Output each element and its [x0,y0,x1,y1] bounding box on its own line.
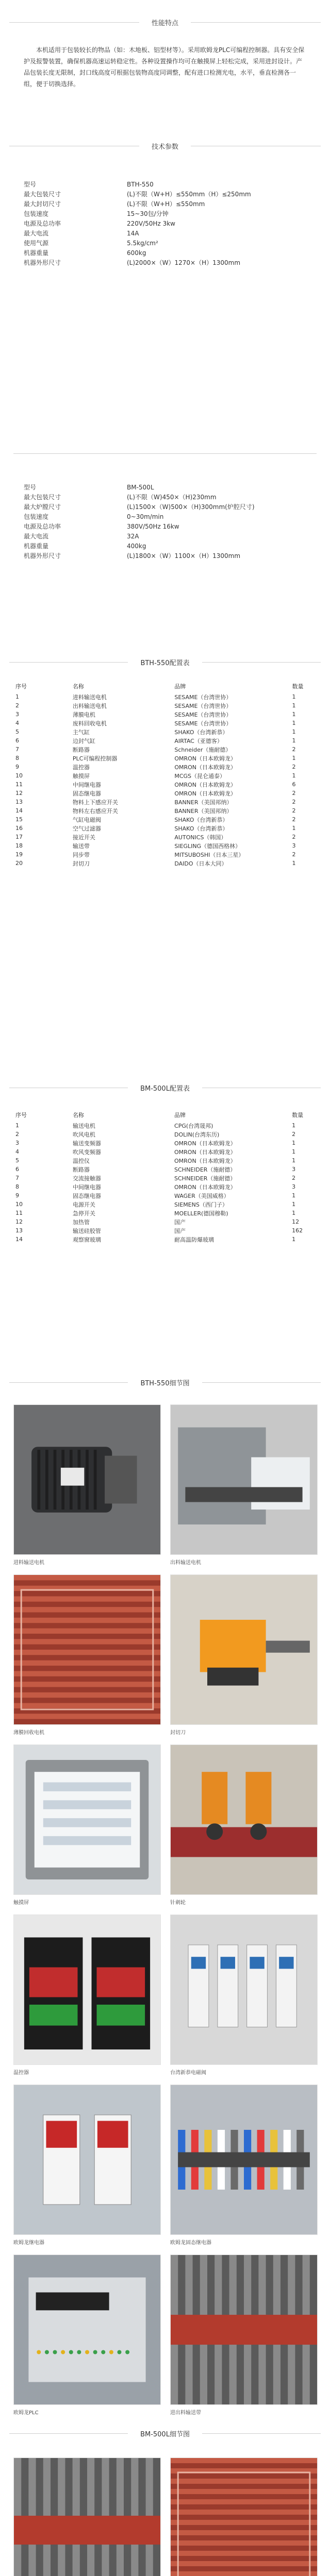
column-header: 名称 [72,1112,84,1118]
table-cell: 9 [15,764,19,770]
spec-row [24,179,312,189]
table-cell: SHAKO（台湾新恭） [174,816,228,823]
photo-illustration [171,1745,317,1894]
detail-photo [170,2084,318,2235]
table-cell: 1 [292,1148,296,1155]
table-row [13,762,317,771]
table-cell: 6 [15,1166,19,1173]
table-cell: 交流接触器 [72,1175,101,1182]
table-cell: 5 [15,1157,19,1164]
table-cell: 14 [15,1236,23,1243]
table-cell: SHAKO（台湾新恭） [174,728,228,736]
bth-config-title: BTH-550配置表 [140,659,190,667]
column-header: 品牌 [174,683,186,690]
table-cell: 6 [15,737,19,744]
spec-key: 机器外形尺寸 [24,552,61,560]
table-cell: 边封气缸 [72,737,95,744]
spec-value: (L)不限（W+H）≤550mm（H）≤250mm [127,191,251,198]
table-cell: 7 [15,746,19,753]
photo-illustration [14,2085,160,2234]
table-cell: 7 [15,1175,19,1181]
table-cell: 3 [15,1140,19,1146]
table-row [13,850,317,859]
table-cell: WAGER（美国威格） [174,1192,229,1199]
table-cell: 18 [15,842,23,849]
photo-caption: 台湾新恭电磁阀 [170,2070,206,2076]
photo-illustration [171,2458,317,2576]
photo-illustration [14,1745,160,1894]
detail-photo [13,2458,161,2576]
table-cell: 断路器 [72,746,90,753]
table-cell: 物料上下感应开关 [72,799,118,806]
table-cell: 封切刀 [72,860,90,867]
table-cell: 8 [15,1183,19,1190]
table-row [13,1182,317,1191]
detail-photo [170,2255,318,2405]
features-title: 性能特点 [152,19,179,27]
table-cell: 3 [292,1166,296,1173]
table-cell: 电源开关 [72,1201,95,1208]
column-header: 名称 [72,683,84,690]
table-cell: 11 [15,781,23,788]
table-cell: OMRON（日本欧姆龙） [174,764,237,771]
table-cell: 触摸屏 [72,772,90,779]
photo-caption: 薄膜回收电机 [13,1730,44,1736]
table-cell: 8 [15,755,19,761]
spec-value: 32A [127,532,139,540]
photo-caption: 封切刀 [170,1730,186,1736]
table-cell: 2 [292,834,296,840]
table-cell: 10 [15,772,23,779]
table-row [13,859,317,868]
bm-config-title: BM-500L配置表 [140,1084,190,1093]
table-row [13,815,317,824]
spec-key: 机器外形尺寸 [24,259,61,266]
features-title-bar [0,10,330,34]
table-cell: Schneider（施耐德） [174,746,232,753]
table-cell: OMRON（日本欧姆龙） [174,781,237,788]
photo-illustration [171,1575,317,1724]
table-cell: SCHNEIDER（施耐德） [174,1175,236,1182]
divider [202,2433,321,2434]
spec-key: 最大电流 [24,230,49,237]
table-cell: 11 [15,1210,23,1216]
detail-photo [170,1404,318,1555]
table-cell: 物料左右感应开关 [72,807,118,815]
spec-key: 包装速度 [24,513,49,520]
spec-value: 600kg [127,249,146,257]
detail-photo [170,1744,318,1895]
table-cell: 1 [292,1140,296,1146]
table-cell: 薄膜电机 [72,711,95,718]
table-cell: SCHNEIDER（施耐德） [174,1166,236,1173]
table-cell: 13 [15,1227,23,1234]
table-cell: 1 [292,693,296,700]
table-cell: SESAME（台湾世协） [174,720,232,727]
photo-caption: 进出料输送带 [170,2410,201,2416]
spec-row [24,209,312,218]
spec-row [24,258,312,267]
spec-key: 机器重量 [24,249,49,257]
table-cell: 出料输送电机 [72,702,107,709]
table-cell: 2 [15,702,19,709]
table-row [13,701,317,710]
bm-detail-title: BM-500L细节图 [140,2430,190,2438]
table-cell: AIRTAC（亚德客） [174,737,223,744]
table-cell: 3 [15,711,19,718]
spec-value: 380V/50Hz 16kw [127,522,179,530]
spec-row [24,551,312,561]
spec-value: (L)2000×（W）1270×（H）1300mm [127,259,241,266]
table-cell: 14 [15,807,23,814]
table-cell: PLC可编程控制器 [72,755,118,762]
table-row [13,692,317,701]
spec-value: 400kg [127,542,146,550]
table-row [13,789,317,798]
table-cell: 3 [292,1183,296,1190]
table-row [13,1200,317,1209]
table-cell: 1 [292,1122,296,1129]
column-header: 序号 [15,1112,27,1118]
table-row [13,1174,317,1182]
spec-row [24,482,312,492]
table-cell: 温控仪 [72,1157,90,1164]
table-cell: OMRON（日本欧姆龙） [174,790,237,797]
table-row [13,1121,317,1130]
table-row [13,1209,317,1217]
spec-value: 14A [127,229,139,237]
table-cell: 1 [292,702,296,709]
spec-value: 15~30包/分钟 [127,210,169,217]
table-row [13,1156,317,1165]
table-cell: SESAME（台湾世协） [174,693,232,701]
table-row [13,780,317,789]
table-cell: SIEMENS（西门子） [174,1201,228,1208]
table-cell: 3 [292,842,296,849]
table-row [13,719,317,727]
detail-photo [13,2255,161,2405]
table-cell: 急停开关 [72,1210,95,1217]
divider [9,2433,128,2434]
table-cell: BANNER（美国邦纳） [174,807,233,815]
bth-detail-title: BTH-550细节图 [140,1379,190,1387]
spec-key: 最大炉膛尺寸 [24,503,61,511]
table-cell: 输送电机 [72,1122,95,1129]
table-cell: 中间继电器 [72,1183,101,1191]
spec-key: 最大包装尺寸 [24,494,61,501]
spec-key: 使用气源 [24,240,49,247]
photo-caption: 欧姆龙继电器 [13,2240,44,2246]
spec-row [24,502,312,512]
table-cell: 固态继电器 [72,790,101,797]
table-cell: 6 [292,781,296,788]
column-header: 序号 [15,683,27,690]
table-row [13,841,317,850]
table-row [13,1191,317,1200]
tech-title: 技术参数 [152,143,179,151]
photo-illustration [14,1915,160,2064]
photo-illustration [14,2255,160,2404]
bth-spec-list [24,179,312,267]
spec-key: 型号 [24,181,37,188]
table-cell: 接近开关 [72,834,95,841]
table-cell: 1 [292,1192,296,1199]
table-cell: 1 [292,755,296,761]
photo-illustration [171,1405,317,1554]
table-cell: MCGS（昆仑通泰） [174,772,226,779]
table-cell: OMRON（日本欧姆龙） [174,755,237,762]
spec-value: 5.5kg/cm² [127,239,158,247]
table-header-row [13,680,317,692]
table-row [13,1165,317,1174]
table-cell: 吹风电机 [72,1131,95,1138]
table-cell: 加热管 [72,1218,90,1226]
table-cell: 废料回收电机 [72,720,107,727]
spec-row [24,238,312,248]
table-cell: 4 [15,1148,19,1155]
table-header-row [13,1109,317,1121]
spec-row [24,492,312,502]
table-cell: OMRON（日本欧姆龙） [174,1157,236,1164]
table-row [13,1139,317,1147]
table-row [13,754,317,762]
bm-config-table [13,1109,317,1244]
bth-config-title-bar [0,650,330,674]
spec-key: 包装速度 [24,210,49,217]
table-cell: 输送带 [72,842,90,850]
table-cell: 15 [15,816,23,823]
table-cell: 2 [292,1131,296,1138]
detail-photo [13,1404,161,1555]
table-cell: 2 [15,1131,19,1138]
photo-illustration [14,2458,160,2576]
table-cell: 温控器 [72,764,90,771]
divider [202,1382,321,1383]
table-cell: 气缸电磁阀 [72,816,101,823]
table-cell: 国产 [174,1218,186,1226]
table-cell: 162 [292,1227,303,1234]
table-cell: 20 [15,860,23,867]
table-row [13,798,317,806]
divider [191,22,321,23]
divider [9,1382,128,1383]
table-cell: OMRON（日本欧姆龙） [174,1148,236,1156]
bth-detail-title-bar [0,1370,330,1394]
table-row [13,727,317,736]
table-cell: BANNER（美国邦纳） [174,799,233,806]
table-cell: 观察窗玻璃 [72,1236,101,1243]
table-cell: 2 [292,799,296,805]
table-cell: 10 [15,1201,23,1208]
photo-illustration [171,2255,317,2404]
table-cell: 吹风变频器 [72,1148,101,1156]
spec-row [24,531,312,541]
photo-caption: 出料输送电机 [170,1560,201,1566]
table-cell: AUTONICS（韩国） [174,834,227,841]
photo-caption: 进料输送电机 [13,1560,44,1566]
bm-detail-title-bar [0,2421,330,2445]
table-cell: MITSUBOSHI（日本三星） [174,851,244,858]
tech-title-bar [0,134,330,158]
spec-row [24,228,312,238]
table-cell: 进料输送电机 [72,693,107,701]
column-header: 品牌 [174,1112,186,1118]
photo-caption: 欧姆龙固态继电器 [170,2240,211,2246]
divider [13,453,317,454]
table-cell: 12 [15,790,23,796]
divider [202,662,321,663]
table-cell: 中间继电器 [72,781,101,788]
bm-spec-list [24,482,312,561]
divider [9,22,139,23]
table-cell: 1 [15,693,19,700]
photo-caption: 针刺轮 [170,1900,186,1906]
spec-row [24,512,312,521]
table-cell: 空气过滤器 [72,825,101,832]
table-cell: 17 [15,834,23,840]
table-row [13,824,317,833]
table-cell: OMRON（日本欧姆龙） [174,1140,236,1147]
spec-row [24,541,312,551]
table-row [13,710,317,719]
table-cell: 1 [292,1201,296,1208]
spec-value: (L)不限（W+H）≤550mm [127,200,205,208]
detail-photo [13,1574,161,1725]
spec-value: (L)1800×（W）1100×（H）1300mm [127,552,241,560]
table-cell: 4 [15,720,19,726]
table-cell: 1 [292,860,296,867]
spec-key: 机器重量 [24,543,49,550]
table-cell: 2 [292,816,296,823]
table-cell: 1 [292,737,296,744]
table-cell: DAIDO（日本大同） [174,860,227,867]
photo-caption: 触摸屏 [13,1900,29,1906]
photo-illustration [171,2085,317,2234]
spec-key: 最大封切尺寸 [24,200,61,208]
table-cell: 2 [292,851,296,858]
detail-photo [13,1914,161,2065]
table-cell: 2 [292,790,296,796]
divider [9,662,128,663]
table-cell: 12 [292,1218,300,1225]
table-row [13,745,317,754]
table-cell: 国产 [174,1227,186,1234]
bth-config-table [13,680,317,868]
table-cell: SIEGLING（德国西格林） [174,842,241,850]
spec-key: 最大电流 [24,533,49,540]
table-cell: 2 [292,764,296,770]
table-cell: 1 [292,1157,296,1164]
spec-value: (L)1500×（W)500×（H)300mm(炉腔尺寸) [127,503,255,511]
table-cell: OMRON（日本欧姆龙） [174,1183,236,1191]
detail-photo [170,1574,318,1725]
table-cell: 1 [292,1210,296,1216]
table-cell: 9 [15,1192,19,1199]
photo-illustration [14,1405,160,1554]
table-row [13,1147,317,1156]
table-cell: 1 [292,720,296,726]
column-header: 数量 [292,683,304,690]
photo-illustration [14,1575,160,1724]
detail-photo [170,2458,318,2576]
detail-photo [13,1744,161,1895]
spec-value: BTH-550 [127,180,154,188]
table-cell: 固态继电器 [72,1192,101,1199]
table-cell: CPG(台湾晟邦) [174,1122,213,1129]
spec-key: 型号 [24,484,37,491]
spec-value: BM-500L [127,483,154,491]
table-cell: 12 [15,1218,23,1225]
table-cell: 耐高温防爆玻璃 [174,1236,214,1243]
table-cell: 2 [292,1175,296,1181]
table-cell: 2 [292,807,296,814]
table-row [13,771,317,780]
table-cell: 1 [15,1122,19,1129]
table-cell: 13 [15,799,23,805]
table-row [13,1235,317,1244]
table-cell: 输送硅胶管 [72,1227,101,1234]
table-cell: 1 [292,772,296,779]
table-cell: 1 [292,728,296,735]
spec-row [24,521,312,531]
spec-row [24,248,312,258]
table-cell: 2 [292,746,296,753]
table-cell: 主气缸 [72,728,90,736]
spec-row [24,218,312,228]
features-intro: 本机适用于包装较长的物品（如：木地板、铝型材等）。采用欧姆龙PLC可编程控制器。具有安全保护及报警装置，确保机器高速运转稳定性。各种设置操作均可在触摸屏上轻松完成，采用进封设计。产品包装长度无限制，封口线高度可根据包装物高度同调整，配有进口检测光电，水平，垂直检测各一组，便于切换选择。 [24,46,305,88]
table-cell: 16 [15,825,23,832]
table-cell: 1 [292,1236,296,1243]
photo-caption: 温控器 [13,2070,29,2076]
table-cell: 1 [292,711,296,718]
spec-key: 最大包装尺寸 [24,191,61,198]
column-header: 数量 [292,1112,304,1118]
table-cell: 19 [15,851,23,858]
photo-illustration [171,1915,317,2064]
table-cell: 断路器 [72,1166,90,1173]
table-cell: 5 [15,728,19,735]
spec-value: (L)不限（W)450×（H)230mm [127,494,217,501]
table-row [13,833,317,841]
detail-photo [170,1914,318,2065]
table-row [13,806,317,815]
table-cell: SESAME（台湾世协） [174,711,232,718]
detail-photo [13,2084,161,2235]
table-cell: SESAME（台湾世协） [174,702,232,709]
table-row [13,736,317,745]
spec-value: 0~30m/min [127,513,164,520]
spec-row [24,189,312,199]
table-cell: 1 [292,825,296,832]
spec-key: 电源及总功率 [24,220,61,227]
bm-config-title-bar [0,1076,330,1099]
table-cell: 同步带 [72,851,90,858]
table-cell: DOLIN(台湾东历) [174,1131,220,1138]
photo-caption: 欧姆龙PLC [13,2410,39,2416]
table-row [13,1226,317,1235]
spec-value: 220V/50Hz 3kw [127,219,175,227]
table-cell: SHAKO（台湾新恭） [174,825,228,832]
table-cell: MOELLER(德国穆勒) [174,1210,228,1217]
spec-row [24,199,312,209]
spec-key: 电源及总功率 [24,523,61,530]
table-row [13,1217,317,1226]
table-row [13,1130,317,1139]
table-cell: 输送变频器 [72,1140,101,1147]
